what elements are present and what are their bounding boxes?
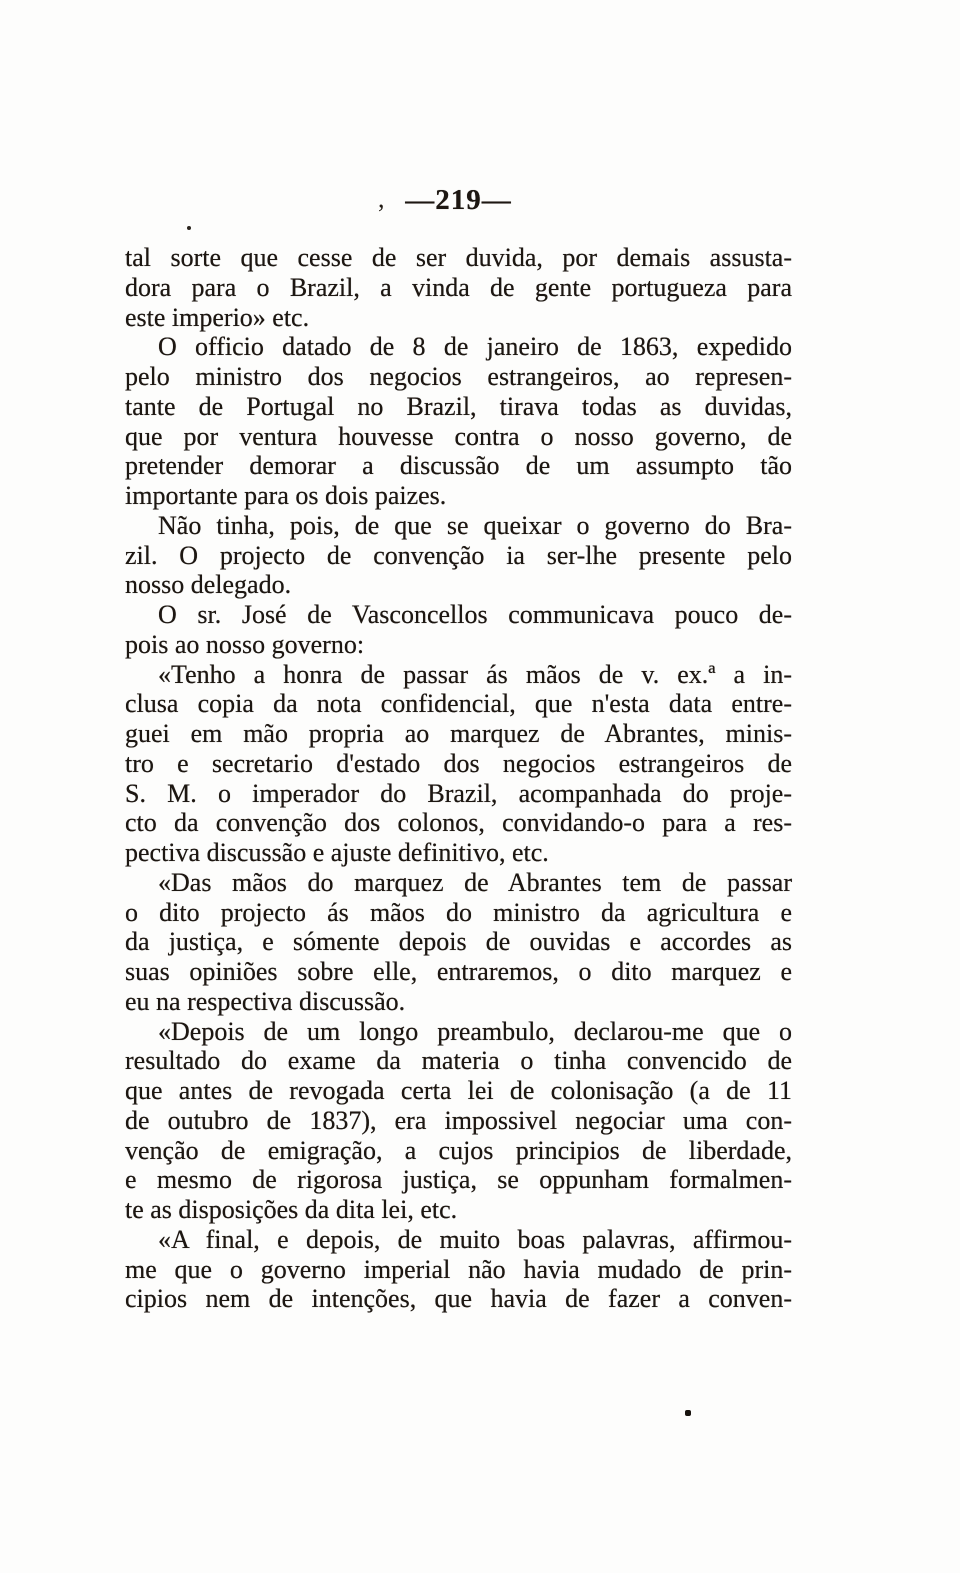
text-line: que por ventura houvesse contra o nosso governo, de	[125, 421, 792, 451]
text-line: venção de emigração, a cujos principios de liberdade,	[125, 1135, 792, 1165]
text-line: te as disposições da dita lei, etc.	[125, 1195, 458, 1224]
text-line: «A final, e depois, de muito boas palavras, affirmou-	[158, 1224, 792, 1254]
text-line: pectiva discussão e ajuste definitivo, etc.	[125, 838, 549, 867]
text-line: S. M. o imperador do Brazil, acompanhada do proje-	[125, 778, 792, 808]
paragraph	[125, 660, 792, 868]
text-line: cto da convenção dos colonos, convidando-o para a res-	[125, 808, 792, 838]
text-line: este imperio» etc.	[125, 302, 310, 332]
text-line: resultado do exame da materia o tinha convencido de	[125, 1046, 792, 1076]
text-line: cipios nem de intenções, que havia de fazer a conven-	[125, 1284, 792, 1314]
text-line: que antes de revogada certa lei de colonisação (a de 11	[125, 1076, 792, 1105]
ink-speck	[685, 1410, 691, 1416]
text-line: «Das mãos do marquez de Abrantes tem de passar	[158, 867, 792, 897]
text-line: zil. O projecto de convenção ia ser-lhe presente pelo	[125, 540, 792, 570]
text-line: tal sorte que cesse de ser duvida, por demais assusta-	[125, 243, 792, 272]
text-line: pelo ministro dos negocios estrangeiros, ao represen-	[125, 362, 792, 391]
ink-speck-comma: ,	[378, 184, 385, 213]
text-line: dora para o Brazil, a vinda de gente portugueza para	[125, 272, 792, 302]
text-line: O sr. José de Vasconcellos communicava pouco de-	[158, 600, 792, 629]
text-line: «Depois de um longo preambulo, declarou-me que o	[158, 1016, 792, 1046]
text-line: me que o governo imperial não havia mudado de prin-	[125, 1254, 792, 1284]
text-line: o dito projecto ás mãos do ministro da agricultura e	[125, 897, 792, 927]
paragraph	[125, 600, 792, 660]
text-line: O officio datado de 8 de janeiro de 1863, expedido	[158, 332, 792, 362]
text-line: guei em mão propria ao marquez de Abrantes, minis-	[125, 719, 792, 748]
text-line: eu na respectiva discussão.	[125, 986, 406, 1016]
text-line: pois ao nosso governo:	[125, 629, 365, 659]
text-line: «Tenho a honra de passar ás mãos de v. ex.ª a in-	[158, 659, 792, 689]
text-block	[125, 243, 792, 1314]
text-line: clusa copia da nota confidencial, que n'esta data entre-	[125, 689, 792, 719]
text-line: de outubro de 1837), era impossivel negociar uma con-	[125, 1105, 792, 1135]
text-line: e mesmo de rigorosa justiça, se oppunham formalmen-	[125, 1165, 792, 1195]
paragraph	[125, 1017, 792, 1225]
paragraph	[125, 511, 792, 600]
paragraph	[125, 868, 792, 1017]
text-line: importante para os dois paizes.	[125, 481, 447, 510]
text-line: suas opiniões sobre elle, entraremos, o dito marquez e	[125, 957, 792, 986]
paragraph	[125, 243, 792, 332]
text-line: pretender demorar a discussão de um assumpto tão	[125, 451, 792, 481]
text-line: tante de Portugal no Brazil, tirava todas as duvidas,	[125, 391, 792, 421]
text-line: nosso delegado.	[125, 570, 292, 600]
text-line: Não tinha, pois, de que se queixar o governo do Bra-	[158, 510, 792, 540]
ink-speck-dot	[187, 226, 191, 230]
page-number-header: —219—	[405, 184, 512, 216]
text-line: da justiça, e sómente depois de ouvidas e accordes as	[125, 927, 792, 957]
paragraph	[125, 332, 792, 511]
text-line: tro e secretario d'estado dos negocios estrangeiros de	[125, 748, 792, 778]
paragraph	[125, 1225, 792, 1314]
